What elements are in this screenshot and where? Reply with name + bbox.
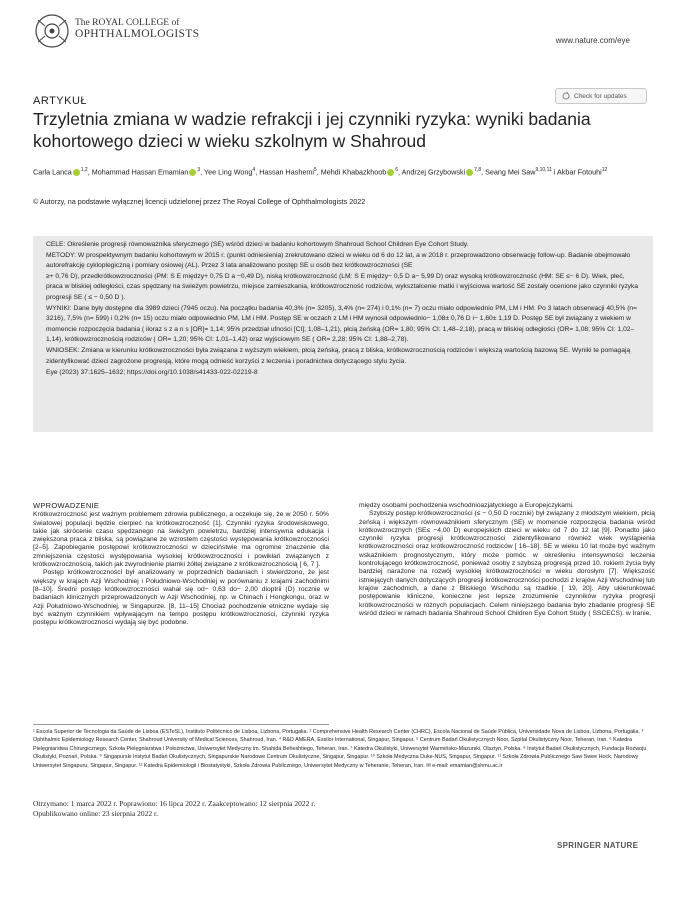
section-heading-introduction: WPROWADZENIE [33, 501, 100, 510]
author-name[interactable]: Seang Mei Saw [485, 167, 536, 177]
abstract-results: WYNIKI: Dane były dostępne dla 3989 dzieci (7945 oczu). Na początku badania 40,3% (n= 3205), 3,4% (n= 274) i 0,1% (n= 7) oczu miało odpowiednio PM, LM i HM. Po 3 latach obserwacji 40,5% (n= 3216), 7,5% (n= 599) i 0,2% (n= 15) oczu miało odpowiednio PM, LM i HM. Postęp SE w oczach z LM i HM wynosił odpowiednio− 1,08± 0,76 D i− 1,60± 1,19 D. Postęp SE był związany z wiekiem w momencie rozpoczęcia badania ( iloraz s z a n s [OR]= 1,14; 95% przedział ufności [CI]; 1,08–1,21), płcią żeńską (OR= 1,80; 95% CI: 1,48–2,18), pracą w bliskiej odległości (OR= 1,08; 95% CI: 1,02–1,14), krótkowzrocznością rodziców ( OR= 1,20; 95% CI: 1,01–1,42) oraz wyjściowym SE ( OR= 2,28; 95% CI: 1,88–2,78). [46, 304, 638, 344]
author-name[interactable]: Yee Ling Wong [204, 167, 253, 177]
refresh-icon [562, 92, 570, 100]
author-name[interactable]: Hassan Hashemi [259, 167, 314, 177]
journal-url[interactable]: www.nature.com/eye [555, 36, 630, 45]
section-label: ARTYKUŁ [33, 95, 88, 107]
affiliation-number: 6 [395, 167, 399, 173]
springer-nature-logo: SPRINGER NATURE [557, 841, 639, 850]
body-column-right [359, 502, 655, 618]
orcid-icon[interactable] [387, 169, 394, 176]
abstract-aims: CELE: Określenie progresji równoważnika sferycznego (SE) wśród dzieci w badaniu kohortowym Shahroud School Children Eye Cohort Study. [46, 241, 469, 248]
orcid-icon[interactable] [189, 169, 196, 176]
affiliation-number: 3 [197, 167, 201, 173]
published-online-date: Opublikowano online: 23 sierpnia 2022 r. [33, 809, 158, 818]
check-updates-button[interactable] [555, 88, 647, 104]
received-dates: Otrzymano: 1 marca 2022 r. Poprawiono: 16 lipca 2022 r. Zaakceptowano: 12 sierpnia 2022 r. [33, 799, 316, 808]
author-name[interactable]: Mehdi Khabazkhoob [320, 167, 387, 177]
check-updates-label: Check for updates [574, 92, 627, 100]
rco-logo [33, 12, 243, 54]
affiliation-number: 9,10,11 [535, 167, 552, 173]
affiliation-number: 7,8 [474, 167, 482, 173]
logo-line2: OPHTHALMOLOGISTS [75, 28, 200, 40]
article-title: Trzyletnia zmiana w wadzie refrakcji i jej czynniki ryzyka: wyniki badania kohortowego dzieci w wieku szkolnym w Shahroud [33, 109, 591, 151]
body-paragraph: między osobami pochodzenia wschodnioazjatyckiego a Europejczykami. [359, 502, 574, 509]
publication-dates [33, 799, 315, 819]
affiliation-number: 4 [252, 167, 256, 173]
affiliation-number: 12 [601, 167, 608, 173]
body-paragraph: Krótkowzroczność jest ważnym problemem zdrowia publicznego, a oczekuje się, że w 2050 r. 50% światowej populacji będzie cierpieć na krótkowzroczność [1]. Czynniki ryzyka środowiskowego, takie jak skrócenie czasu spędzanego na świeżym powietrzu, bardziej intensywna edukacja i zwiększona praca z bliska, są powiązane ze wzrostem częstości występowania krótkowzroczności [2–5]. Zapobieganie postępowi krótkowzroczności w dzieciństwie ma ogromne znaczenie dla zmniejszenia częstości występowania wysokiej krótkowzroczności i powikłań związanych z krótkowzrocznością, takich jak zwyrodnienie plamki żółtej związane z krótkowzrocznością [ 6, 7 ]. [33, 511, 329, 569]
orcid-icon[interactable] [73, 169, 80, 176]
body-column-left [33, 502, 329, 627]
rco-crest-icon [33, 12, 71, 50]
author-name[interactable]: Andrzej Grzybowski [401, 167, 466, 177]
abstract-box [33, 236, 653, 432]
body-paragraph: Postęp krótkowzroczności był analizowany w poprzednich badaniach i stwierdzono, że jest większy w krajach Azji Wschodniej i Południowo-Wschodniej w porównaniu z krajami zachodnimi [8–10]. Średni postęp krótkowzroczności wahał się od− 0,63 do− 2,00 dioptrii (D) rocznie w badaniach klinicznych przeprowadzonych w Azji Wschodniej, np. w Chinach i Hongkongu, oraz w Azji Południowo-Wschodniej, w Singapurze. [8, 11–15] Chociaż pochodzenie etniczne wydaje się być ważnym czynnikiem wpływającym na tempo postępu krótkowzroczności, czynniki ryzyka postępu krótkowzroczności wydają się być podobne. [33, 569, 329, 627]
citation-line[interactable]: Eye (2023) 37:1625–1632; https://doi.org/10.1038/s41433-022-02219-8 [46, 369, 258, 377]
footnote-divider [33, 724, 329, 725]
logo-line1: The ROYAL COLLEGE of [75, 18, 180, 28]
abstract-conclusion: WNIOSEK: Zmiana w kierunku krótkowzroczności była związana z wyższym wiekiem, płcią żeńską, pracą z bliska, krótkowzrocznością rodziców i większą wartością bazową SE. Wyniki te pomagają zidentyfikować dzieci zagrożone progresją, które mogą odnieść korzyści z leczenia i poradnictwa dotyczącego stylu życia. [46, 346, 631, 365]
author-name[interactable]: Carla Lanca [33, 167, 72, 177]
body-paragraph: Szybszy postęp krótkowzroczności (≤ − 0,50 D rocznie) był związany z młodszym wiekiem, płcią żeńską i większym równoważnikiem sferycznym (SE) w momencie rozpoczęcia badania wśród krótkowzrocznych (SE≤ −4,00 D) europejskich dzieci w wieku od 7 do 12 lat [9]. Ponadto jako czynniki ryzyka progresji krótkowzroczności zidentyfikowano również wiek wystąpienia krótkowzroczności oraz krótkowzroczność rodziców [ 16–18]. SE w wieku 10 lat może być ważnym wskaźnikiem prognostycznym, który może pomóc w określeniu intensywności leczenia kontrolującego krótkowzroczność, ponieważ osoby z szybszą progresją przed 10. rokiem życia były bardziej narażone na rozwój wysokiej krótkowzroczności w wieku dorosłym [7]. Większość istniejących danych dotyczących progresji krótkowzroczności pochodzi z krajów Azji Wschodniej lub krajów zachodnich, a dane z Bliskiego Wschodu są rzadkie [ 19, 20]. Aby ukierunkować postępowanie kliniczne, konieczne jest lepsze zrozumienie czynników ryzyka progresji krótkowzroczności w różnych populacjach. Celem niniejszego badania było zbadanie progresji SE wśród dzieci w ramach badania Shahroud School Children Eye Cohort Study ( SSCECS). w Iranie. [359, 510, 655, 617]
author-conjunction: i [551, 167, 557, 177]
affiliations-footnote: ¹ Escola Superior de Tecnologia da Saúde de Lisboa (ESTeSL), Instituto Politécnico de Lisboa, Lizbona, Portugalia. ² Comprehensive Health Research Center (CHRC), Escola Nacional de Saúde Pública, Universidade Nova de Lisboa, Lizbona, Portugalia. ³ Ophthalmic Epidemiology Research Center, Shahroud University of Medical Sciences, Shahroud, Iran. ⁴ R&D AMERA, Essilor International, Singapur, Singapur. ⁵ Centrum Badań Okulistycznych Noor, Szpital Okulistyczny Noor, Teheran, Iran. ⁶ Katedra Pielęgniarstwa Chirurgicznego, Szkoła Pielęgniarstwa i Położnictwa, Uniwersytet Medyczny im. Shahida Beheshtiego, Teheran, Iran. ⁷ Katedra Okulistyki, Uniwersytet Warmińsko-Mazurski, Olsztyn, Polska. ⁸ Instytut Badań Okulistycznych, Fundacja Rozwoju Okulistyki, Poznań, Polska. ⁹ Singapurski Instytut Badań Okulistycznych, Singapurskie Narodowe Centrum Okulistyczne, Singapur, Singapur. ¹⁰ Szkoła Medyczna Duke-NUS, Singapur, Singapur. ¹¹ Szkoła Zdrowia Publicznego Saw Swee Hock, Narodowy Uniwersytet Singapuru, Singapur, Singapur. ¹² Katedra Epidemiologii i Biostatystyki, Szkoła Zdrowia Publicznego, Uniwersytet Medyczny w Teheranie, Teheran, Iran. ✉ e-mail: emamian@shmu.ac.ir [33, 729, 647, 769]
orcid-icon[interactable] [466, 169, 473, 176]
author-name[interactable]: Akbar Fotouhi [556, 167, 602, 177]
abstract-methods-cont: ≥+ 0,76 D), przedkrótkowzroczności (PM: S E między+ 0,75 D a −0,49 D), niską krótkowzroczność (LM: S E między− 0,5 D a− 5,99 D) oraz wysoką krótkowzroczność (HM: SE ≤− 6 D). Wiek, płeć, praca w bliskiej odległości, czas spędzany na świeżym powietrzu, miejsce zamieszkania, krótkowzroczność rodziców, wykształcenie matki i wyjściowa wartość SE zostały ocenione jako czynniki ryzyka progresji SE ( ≤ − 0,50 D ). [46, 272, 639, 301]
affiliation-number: 5 [313, 167, 317, 173]
author-name[interactable]: Mohammad Hassan Emamian [91, 167, 189, 177]
license-line: © Autorzy, na podstawie wyłącznej licencji udzielonej przez The Royal College of Ophthalmologists 2022 [33, 197, 366, 206]
affiliation-number: 1,2 [80, 167, 88, 173]
abstract-methods: METODY: W prospektywnym badaniu kohortowym w 2015 r. (punkt odniesienia) zrekrutowano dzieci w wieku od 6 do 12 lat, a w 2018 r. przeprowadzono obserwację follow-up. Badanie obejmowało autorefrakcję cykloplegiczną i pomiary osiowej (AL). Przez 3 lata analizowano postęp SE u osób bez krótkowzroczności (SE [46, 251, 631, 270]
author-list: Carla Lanca $^{1,2}$, Mohammad Hassan Emamian $^3$, Yee Ling Wong$^4$, Hassan Hashemi$^5$, Mehdi Khabazkhoob $^6$, Andrzej Grzybowski $^{7,8}$, Seang Mei Saw$^{9,10,11}$ i Akbar Fotouhi$^{12}$ [33, 167, 608, 177]
